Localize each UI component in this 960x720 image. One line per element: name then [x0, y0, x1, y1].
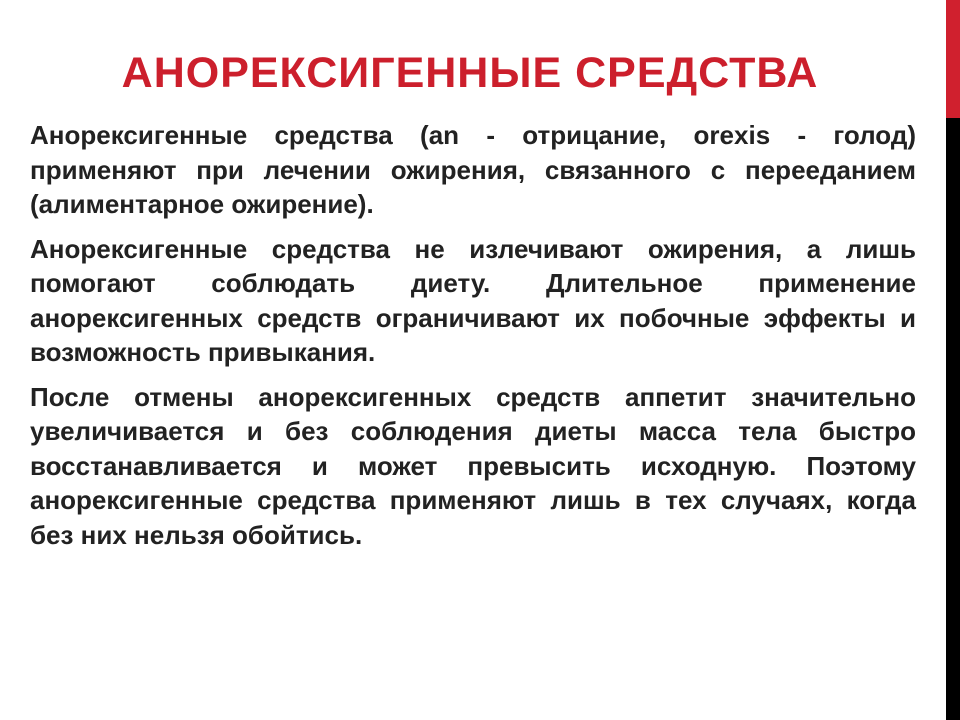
paragraph-withdrawal: После отмены анорексигенных средств аппетит значительно увеличивается и без соблюдения диеты масса тела быстро восстанавливается и может превысить исходную. Поэтому анорексигенные средства применяют лишь в тех случаях, когда без них нельзя обойтись. [30, 381, 916, 550]
paragraph-limitations: Анорексигенные средства не излечивают ожирения, а лишь помогают соблюдать диету. Длительное применение анорексигенных средств ограничивают их побочные эффекты и возможность привыкания. [30, 233, 916, 367]
paragraph-definition: Анорексигенные средства (an - отрицание, orexis - голод) применяют при лечении ожирения, связанного с перееданием (алиментарное ожирение). [30, 120, 916, 219]
slide-body [30, 118, 916, 562]
right-edge-accent [946, 0, 960, 118]
slide-title: АНОРЕКСИГЕННЫЕ СРЕДСТВА [121, 49, 819, 97]
